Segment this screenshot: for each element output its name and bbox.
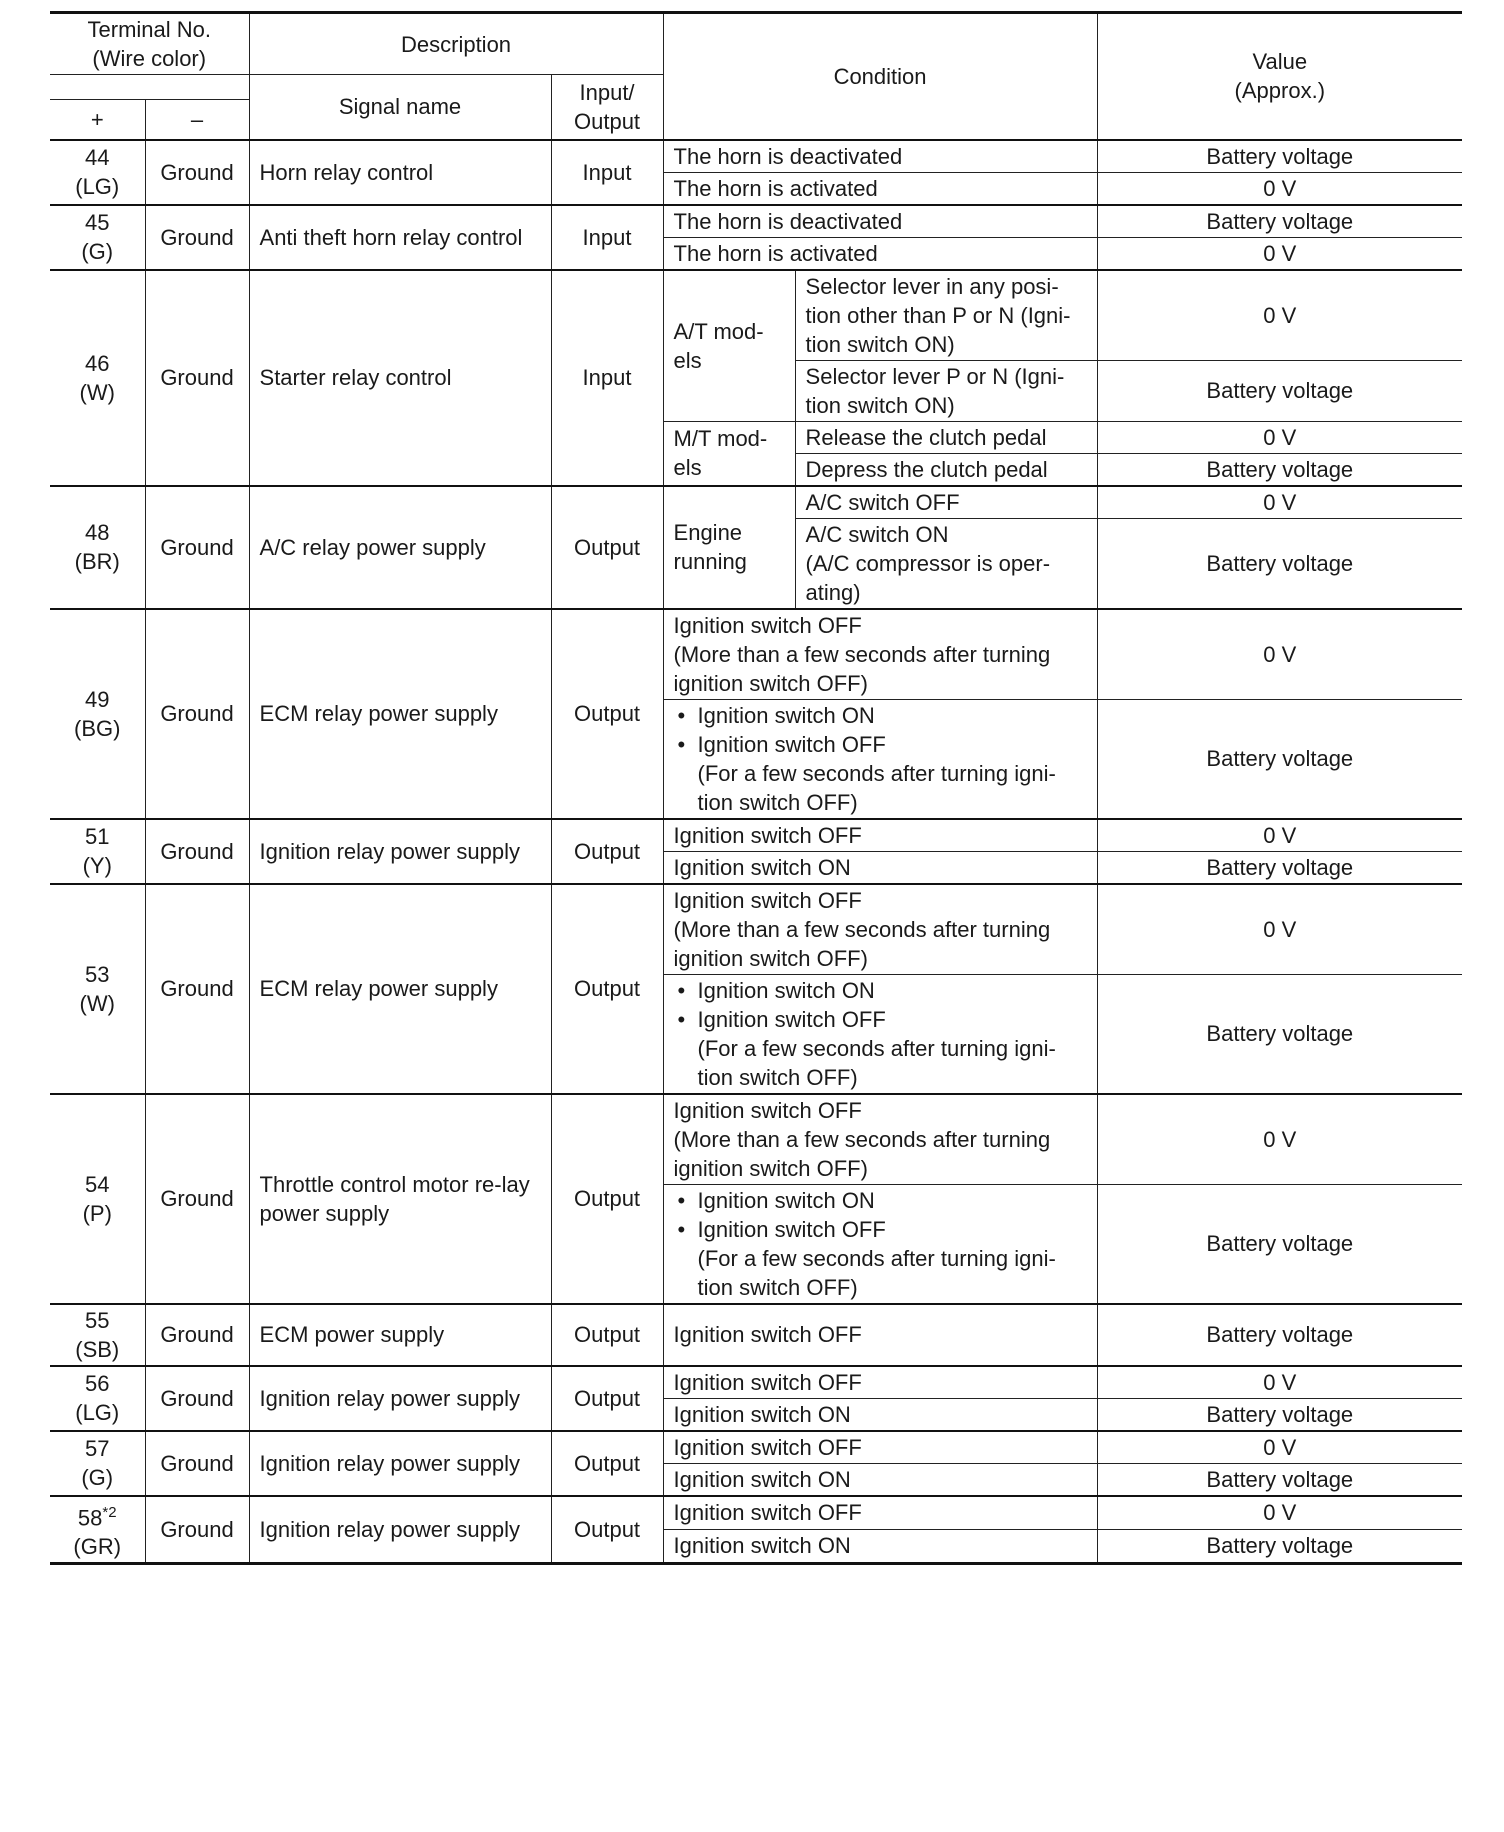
wire-color: (W)	[79, 379, 115, 405]
condition-text: Ignition switch OFF	[673, 612, 862, 638]
wire-color-label: (Wire color)	[92, 46, 207, 71]
condition-cell	[795, 270, 1097, 361]
condition-cell	[795, 453, 1097, 486]
condition-text: Ignition switch OFF	[673, 1434, 862, 1460]
wire-color: (BG)	[74, 715, 121, 741]
value-cell: 0 V	[1097, 172, 1462, 205]
description-header: Description	[249, 13, 663, 75]
value-cell: Battery voltage	[1097, 1304, 1462, 1366]
condition-cell	[663, 1496, 1097, 1530]
terminal-number: 49	[85, 686, 110, 712]
value-cell: Battery voltage	[1097, 1398, 1462, 1431]
terminal-number: 44	[85, 145, 110, 170]
value-cell: 0 V	[1097, 819, 1462, 852]
signal-name-cell: ECM relay power supply	[249, 884, 551, 1094]
wire-color: (LG)	[75, 1400, 120, 1425]
table-row	[50, 1366, 1462, 1399]
condition-cell	[663, 205, 1097, 238]
wire-color: (G)	[81, 239, 114, 264]
condition-cell	[663, 1398, 1097, 1431]
condition-bullet: • Ignition switch ON	[674, 1186, 1087, 1215]
condition-cell	[663, 974, 1097, 1094]
terminal-number: 55	[85, 1307, 110, 1333]
condition-cell	[663, 140, 1097, 173]
condition-subtext: (A/C compressor is oper-ating)	[805, 550, 1051, 605]
condition-cell	[663, 609, 1097, 700]
terminal-no-header	[50, 13, 249, 75]
condition-cell	[663, 1184, 1097, 1304]
terminal-number: 58	[77, 1504, 103, 1530]
io-cell: Output	[551, 1304, 663, 1366]
condition-bullet: • Ignition switch OFF	[674, 1215, 1087, 1244]
condition-text: Depress the clutch pedal	[805, 456, 1048, 482]
terminal-cell	[50, 819, 145, 884]
signal-name-cell: A/C relay power supply	[249, 486, 551, 609]
value-cell: 0 V	[1097, 1366, 1462, 1399]
condition-header: Condition	[663, 13, 1097, 140]
io-label-2: Output	[574, 108, 641, 134]
value-cell: Battery voltage	[1097, 699, 1462, 819]
condition-cell	[663, 237, 1097, 270]
terminal-cell	[50, 1366, 145, 1431]
terminal-cell	[50, 140, 145, 205]
condition-cell	[663, 1094, 1097, 1185]
value-cell: 0 V	[1097, 270, 1462, 361]
condition-text: Ignition switch OFF	[673, 1322, 862, 1347]
condition-cell	[795, 360, 1097, 421]
table-row	[50, 884, 1462, 975]
condition-text: Ignition switch OFF	[673, 887, 862, 913]
value-cell: Battery voltage	[1097, 518, 1462, 609]
negative-terminal-cell: Ground	[145, 486, 249, 609]
condition-bullets	[674, 1186, 1087, 1244]
terminal-no-label: Terminal No.	[87, 17, 211, 42]
condition-text: Ignition switch ON	[673, 1533, 851, 1559]
signal-name-cell: Ignition relay power supply	[249, 1496, 551, 1564]
io-cell: Input	[551, 140, 663, 205]
condition-cell	[663, 1431, 1097, 1464]
condition-text: A/C switch OFF	[805, 489, 960, 515]
minus-header: –	[145, 100, 249, 140]
condition-text: Ignition switch ON	[673, 1466, 851, 1492]
terminal-cell	[50, 486, 145, 609]
condition-text: Ignition switch ON	[673, 1401, 851, 1427]
signal-name-cell: Ignition relay power supply	[249, 1366, 551, 1431]
terminal-cell	[50, 205, 145, 270]
table-row	[50, 1496, 1462, 1530]
value-cell: Battery voltage	[1097, 360, 1462, 421]
condition-text: The horn is activated	[673, 175, 878, 201]
terminal-number: 53	[85, 961, 110, 987]
condition-text: Selector lever P or N (Igni-tion switch ON)	[805, 363, 1065, 418]
terminal-cell	[50, 884, 145, 1094]
condition-text: Ignition switch OFF	[673, 822, 862, 848]
terminal-cell	[50, 1304, 145, 1366]
terminal-number: 46	[85, 350, 110, 376]
plus-header: +	[50, 100, 145, 140]
signal-name-cell: Anti theft horn relay control	[249, 205, 551, 270]
wire-color: (W)	[79, 990, 115, 1016]
condition-cell	[663, 1366, 1097, 1399]
value-cell: 0 V	[1097, 884, 1462, 975]
value-cell: Battery voltage	[1097, 1463, 1462, 1496]
value-cell: Battery voltage	[1097, 140, 1462, 173]
condition-cell	[795, 518, 1097, 609]
wire-color: (BR)	[74, 549, 120, 574]
condition-note: (For a few seconds after turning igni-tion switch OFF)	[697, 1245, 1056, 1300]
condition-text: Ignition switch OFF	[673, 1097, 862, 1123]
terminal-table	[50, 11, 1462, 1565]
io-cell: Output	[551, 486, 663, 609]
negative-terminal-cell: Ground	[145, 1094, 249, 1304]
condition-subtext: (More than a few seconds after turning ignition switch OFF)	[673, 641, 1051, 696]
condition-cell	[663, 699, 1097, 819]
signal-name-cell: Ignition relay power supply	[249, 1431, 551, 1496]
condition-subtext: (More than a few seconds after turning ignition switch OFF)	[673, 1126, 1051, 1181]
io-label-1: Input/	[579, 79, 635, 105]
io-cell: Output	[551, 1496, 663, 1564]
condition-text: The horn is deactivated	[673, 143, 903, 169]
condition-cell	[795, 486, 1097, 519]
negative-terminal-cell: Ground	[145, 1496, 249, 1564]
wire-color: (P)	[82, 1200, 112, 1226]
negative-terminal-cell: Ground	[145, 819, 249, 884]
io-cell: Input	[551, 270, 663, 486]
value-cell: Battery voltage	[1097, 1184, 1462, 1304]
terminal-header-spacer	[50, 75, 249, 100]
negative-terminal-cell: Ground	[145, 1431, 249, 1496]
terminal-cell	[50, 1431, 145, 1496]
table-row	[50, 140, 1462, 173]
terminal-footnote: *2	[102, 1503, 117, 1521]
table-row	[50, 270, 1462, 361]
io-cell: Output	[551, 609, 663, 819]
terminal-number: 56	[85, 1371, 110, 1396]
io-cell: Output	[551, 819, 663, 884]
value-cell: 0 V	[1097, 1431, 1462, 1464]
condition-subtext: (More than a few seconds after turning ignition switch OFF)	[673, 916, 1051, 971]
terminal-number: 45	[85, 210, 110, 235]
condition-cell	[663, 1304, 1097, 1366]
terminal-cell	[50, 1496, 145, 1564]
terminal-cell	[50, 270, 145, 486]
value-cell: 0 V	[1097, 421, 1462, 453]
table-row	[50, 486, 1462, 519]
condition-text: Ignition switch OFF	[673, 1500, 862, 1526]
condition-text: Selector lever in any posi-tion other than P or N (Igni-tion switch ON)	[805, 273, 1071, 357]
io-cell: Output	[551, 1431, 663, 1496]
negative-terminal-cell: Ground	[145, 1304, 249, 1366]
wire-color: (GR)	[73, 1533, 122, 1559]
condition-cell	[663, 884, 1097, 975]
condition-cell	[663, 1529, 1097, 1563]
wire-color: (G)	[81, 1465, 114, 1490]
value-cell: Battery voltage	[1097, 1529, 1462, 1563]
condition-note: (For a few seconds after turning igni-tion switch OFF)	[697, 1035, 1056, 1090]
condition-text: Ignition switch OFF	[673, 1369, 862, 1395]
negative-terminal-cell: Ground	[145, 609, 249, 819]
value-header	[1097, 13, 1462, 140]
condition-bullet: • Ignition switch OFF	[674, 730, 1087, 759]
terminal-cell	[50, 1094, 145, 1304]
signal-name-header: Signal name	[249, 75, 551, 140]
table-row	[50, 1431, 1462, 1464]
condition-text: Release the clutch pedal	[805, 424, 1047, 450]
table-row	[50, 205, 1462, 238]
wire-color: (SB)	[75, 1336, 120, 1362]
condition-cell	[663, 172, 1097, 205]
value-cell: Battery voltage	[1097, 453, 1462, 486]
condition-note: (For a few seconds after turning igni-tion switch OFF)	[697, 760, 1056, 815]
condition-bullet: • Ignition switch OFF	[674, 1005, 1087, 1034]
terminal-number: 51	[85, 824, 110, 849]
signal-name-cell: Horn relay control	[249, 140, 551, 205]
signal-name-cell: Starter relay control	[249, 270, 551, 486]
condition-group-label: M/T mod-els	[663, 421, 795, 486]
signal-name-cell: Throttle control motor re-lay power supply	[249, 1094, 551, 1304]
condition-text: The horn is activated	[673, 240, 878, 266]
value-cell: Battery voltage	[1097, 974, 1462, 1094]
io-header	[551, 75, 663, 140]
terminal-number: 54	[85, 1171, 110, 1197]
condition-bullets	[674, 976, 1087, 1034]
io-cell: Output	[551, 1094, 663, 1304]
io-cell: Output	[551, 1366, 663, 1431]
condition-cell	[663, 1463, 1097, 1496]
terminal-number: 48	[85, 520, 110, 545]
value-cell: Battery voltage	[1097, 851, 1462, 884]
condition-text: Ignition switch ON	[673, 854, 851, 880]
signal-name-cell: Ignition relay power supply	[249, 819, 551, 884]
wire-color: (Y)	[82, 853, 112, 878]
negative-terminal-cell: Ground	[145, 270, 249, 486]
condition-group-label: Engine running	[663, 486, 795, 609]
condition-bullets	[674, 701, 1087, 759]
condition-cell	[795, 421, 1097, 453]
signal-name-cell: ECM power supply	[249, 1304, 551, 1366]
negative-terminal-cell: Ground	[145, 884, 249, 1094]
value-cell: 0 V	[1097, 609, 1462, 700]
value-cell: 0 V	[1097, 237, 1462, 270]
wire-color: (LG)	[75, 174, 120, 199]
signal-name-cell: ECM relay power supply	[249, 609, 551, 819]
condition-cell	[663, 851, 1097, 884]
value-approx-label: (Approx.)	[1234, 78, 1326, 104]
io-cell: Input	[551, 205, 663, 270]
value-label: Value	[1252, 49, 1308, 75]
value-cell: 0 V	[1097, 1496, 1462, 1530]
condition-bullet: • Ignition switch ON	[674, 976, 1087, 1005]
condition-bullet: • Ignition switch ON	[674, 701, 1087, 730]
terminal-cell	[50, 609, 145, 819]
condition-group-label: A/T mod-els	[663, 270, 795, 422]
value-cell: 0 V	[1097, 1094, 1462, 1185]
condition-cell	[663, 819, 1097, 852]
table-row	[50, 819, 1462, 852]
io-cell: Output	[551, 884, 663, 1094]
negative-terminal-cell: Ground	[145, 205, 249, 270]
condition-text: A/C switch ON	[805, 521, 949, 547]
value-cell: 0 V	[1097, 486, 1462, 519]
table-row	[50, 609, 1462, 700]
table-row	[50, 1094, 1462, 1185]
terminal-number: 57	[85, 1436, 110, 1461]
negative-terminal-cell: Ground	[145, 140, 249, 205]
value-cell: Battery voltage	[1097, 205, 1462, 238]
negative-terminal-cell: Ground	[145, 1366, 249, 1431]
table-row	[50, 1304, 1462, 1366]
condition-text: The horn is deactivated	[673, 208, 903, 234]
